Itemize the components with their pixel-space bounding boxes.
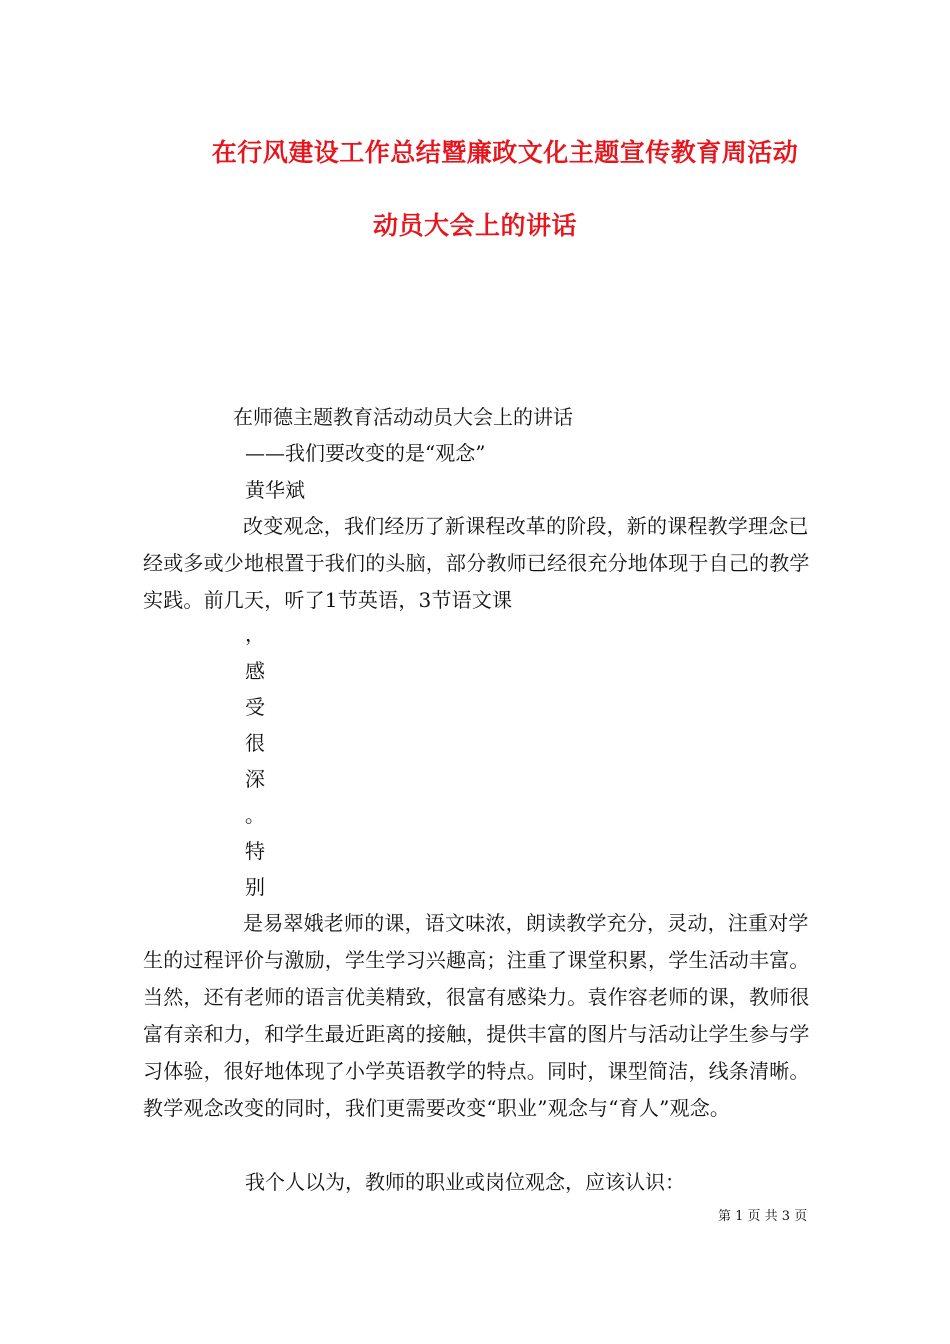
vertical-char: 感 — [245, 659, 265, 683]
document-title-line-1: 在行风建设工作总结暨廉政文化主题宣传教育周活动 — [211, 138, 799, 167]
vertical-char: ， — [245, 622, 265, 646]
body-paragraph-2 — [143, 905, 811, 1127]
vertical-char: 受 — [245, 695, 265, 719]
speech-title: 在师德主题教育活动动员大会上的讲话 — [233, 405, 573, 429]
page-footer: 第 1 页 共 3 页 — [718, 1209, 808, 1224]
vertical-char: 别 — [245, 875, 265, 899]
paragraph-text: 改变观念，我们经历了新课程改革的阶段，新的课程教学理念已经或多或少地根置于我们的头脑，部分教师已经很充分地体现于自己的教学实践。前几天，听了1节英语，3节语文课 — [143, 514, 810, 612]
body-paragraph-3: 我个人以为，教师的职业或岗位观念，应该认识： — [245, 1170, 685, 1194]
author-name: 黄华斌 — [245, 478, 305, 502]
document-title-line-2: 动员大会上的讲话 — [372, 211, 577, 240]
paragraph-text: 是易翠娥老师的课，语文味浓，朗读教学充分，灵动，注重对学生的过程评价与激励，学生学习兴趣高；注重了课堂积累，学生活动丰富。当然，还有老师的语言优美精致，很富有感染力。袁作容老师的课，教师很富有亲和力，和学生最近距离的接触，提供丰富的图片与活动让学生参与学习体验，很好地体现了小学英语教学的特点。同时，课型简洁，线条清晰。教学观念改变的同时，我们更需要改变“职业”观念与“育人”观念。 — [143, 911, 810, 1120]
vertical-char: 。 — [245, 803, 265, 827]
vertical-char: 很 — [245, 731, 265, 755]
body-paragraph-1 — [143, 508, 811, 619]
vertical-char: 深 — [245, 767, 265, 791]
vertical-char: 特 — [245, 839, 265, 863]
speech-subtitle: ——我们要改变的是“观念” — [245, 441, 486, 465]
